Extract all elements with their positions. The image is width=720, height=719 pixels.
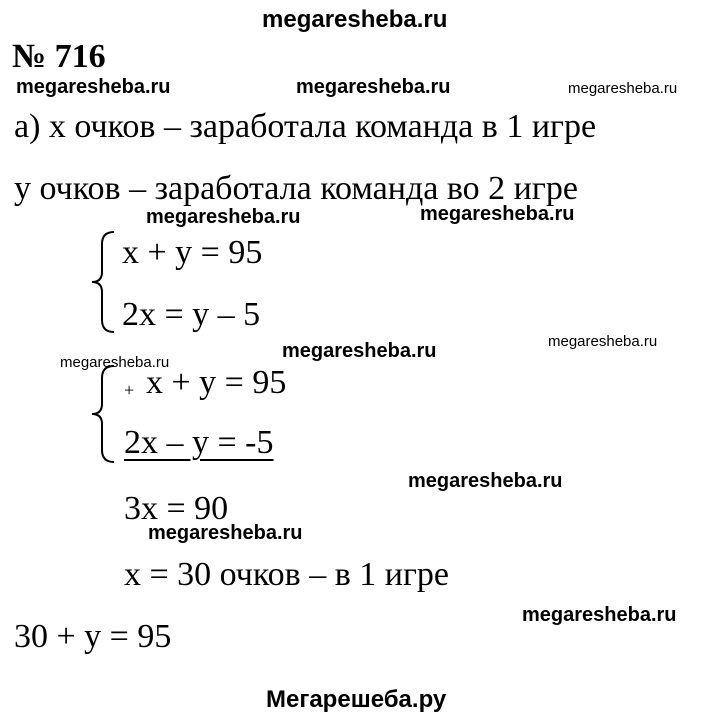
system1-equation-2: 2x = y – 5 [122,296,261,333]
solution-step-3: 30 + y = 95 [14,618,172,655]
system-brace [88,228,118,336]
watermark-top: megaresheba.ru [262,6,448,33]
problem-number: № 716 [12,38,106,75]
watermark: megaresheba.ru [522,604,677,626]
watermark: megaresheba.ru [282,340,437,362]
text-line-y-definition: y очков – заработала команда во 2 игре [14,170,578,207]
system1-equation-1: x + y = 95 [122,234,263,271]
system-brace [88,362,118,466]
watermark: megaresheba.ru [568,80,678,97]
watermark: megaresheba.ru [296,76,451,98]
watermark: megaresheba.ru [16,76,171,98]
system2-equation-1: x + y = 95 [146,364,287,401]
addition-sign: + [124,380,135,400]
watermark: megaresheba.ru [146,206,301,228]
text-line-x-definition: а) x очков – заработала команда в 1 игре [14,108,597,145]
solution-step-2: x = 30 очков – в 1 игре [124,556,450,593]
watermark: megaresheba.ru [420,203,575,225]
solution-step-1: 3x = 90 [124,490,229,527]
watermark: megaresheba.ru [548,333,658,350]
footer-watermark: Мегарешеба.ру [266,686,447,713]
system2-equation-2: 2x – y = -5 [124,424,274,461]
watermark: megaresheba.ru [148,522,303,544]
watermark: megaresheba.ru [60,354,170,371]
watermark: megaresheba.ru [408,470,563,492]
